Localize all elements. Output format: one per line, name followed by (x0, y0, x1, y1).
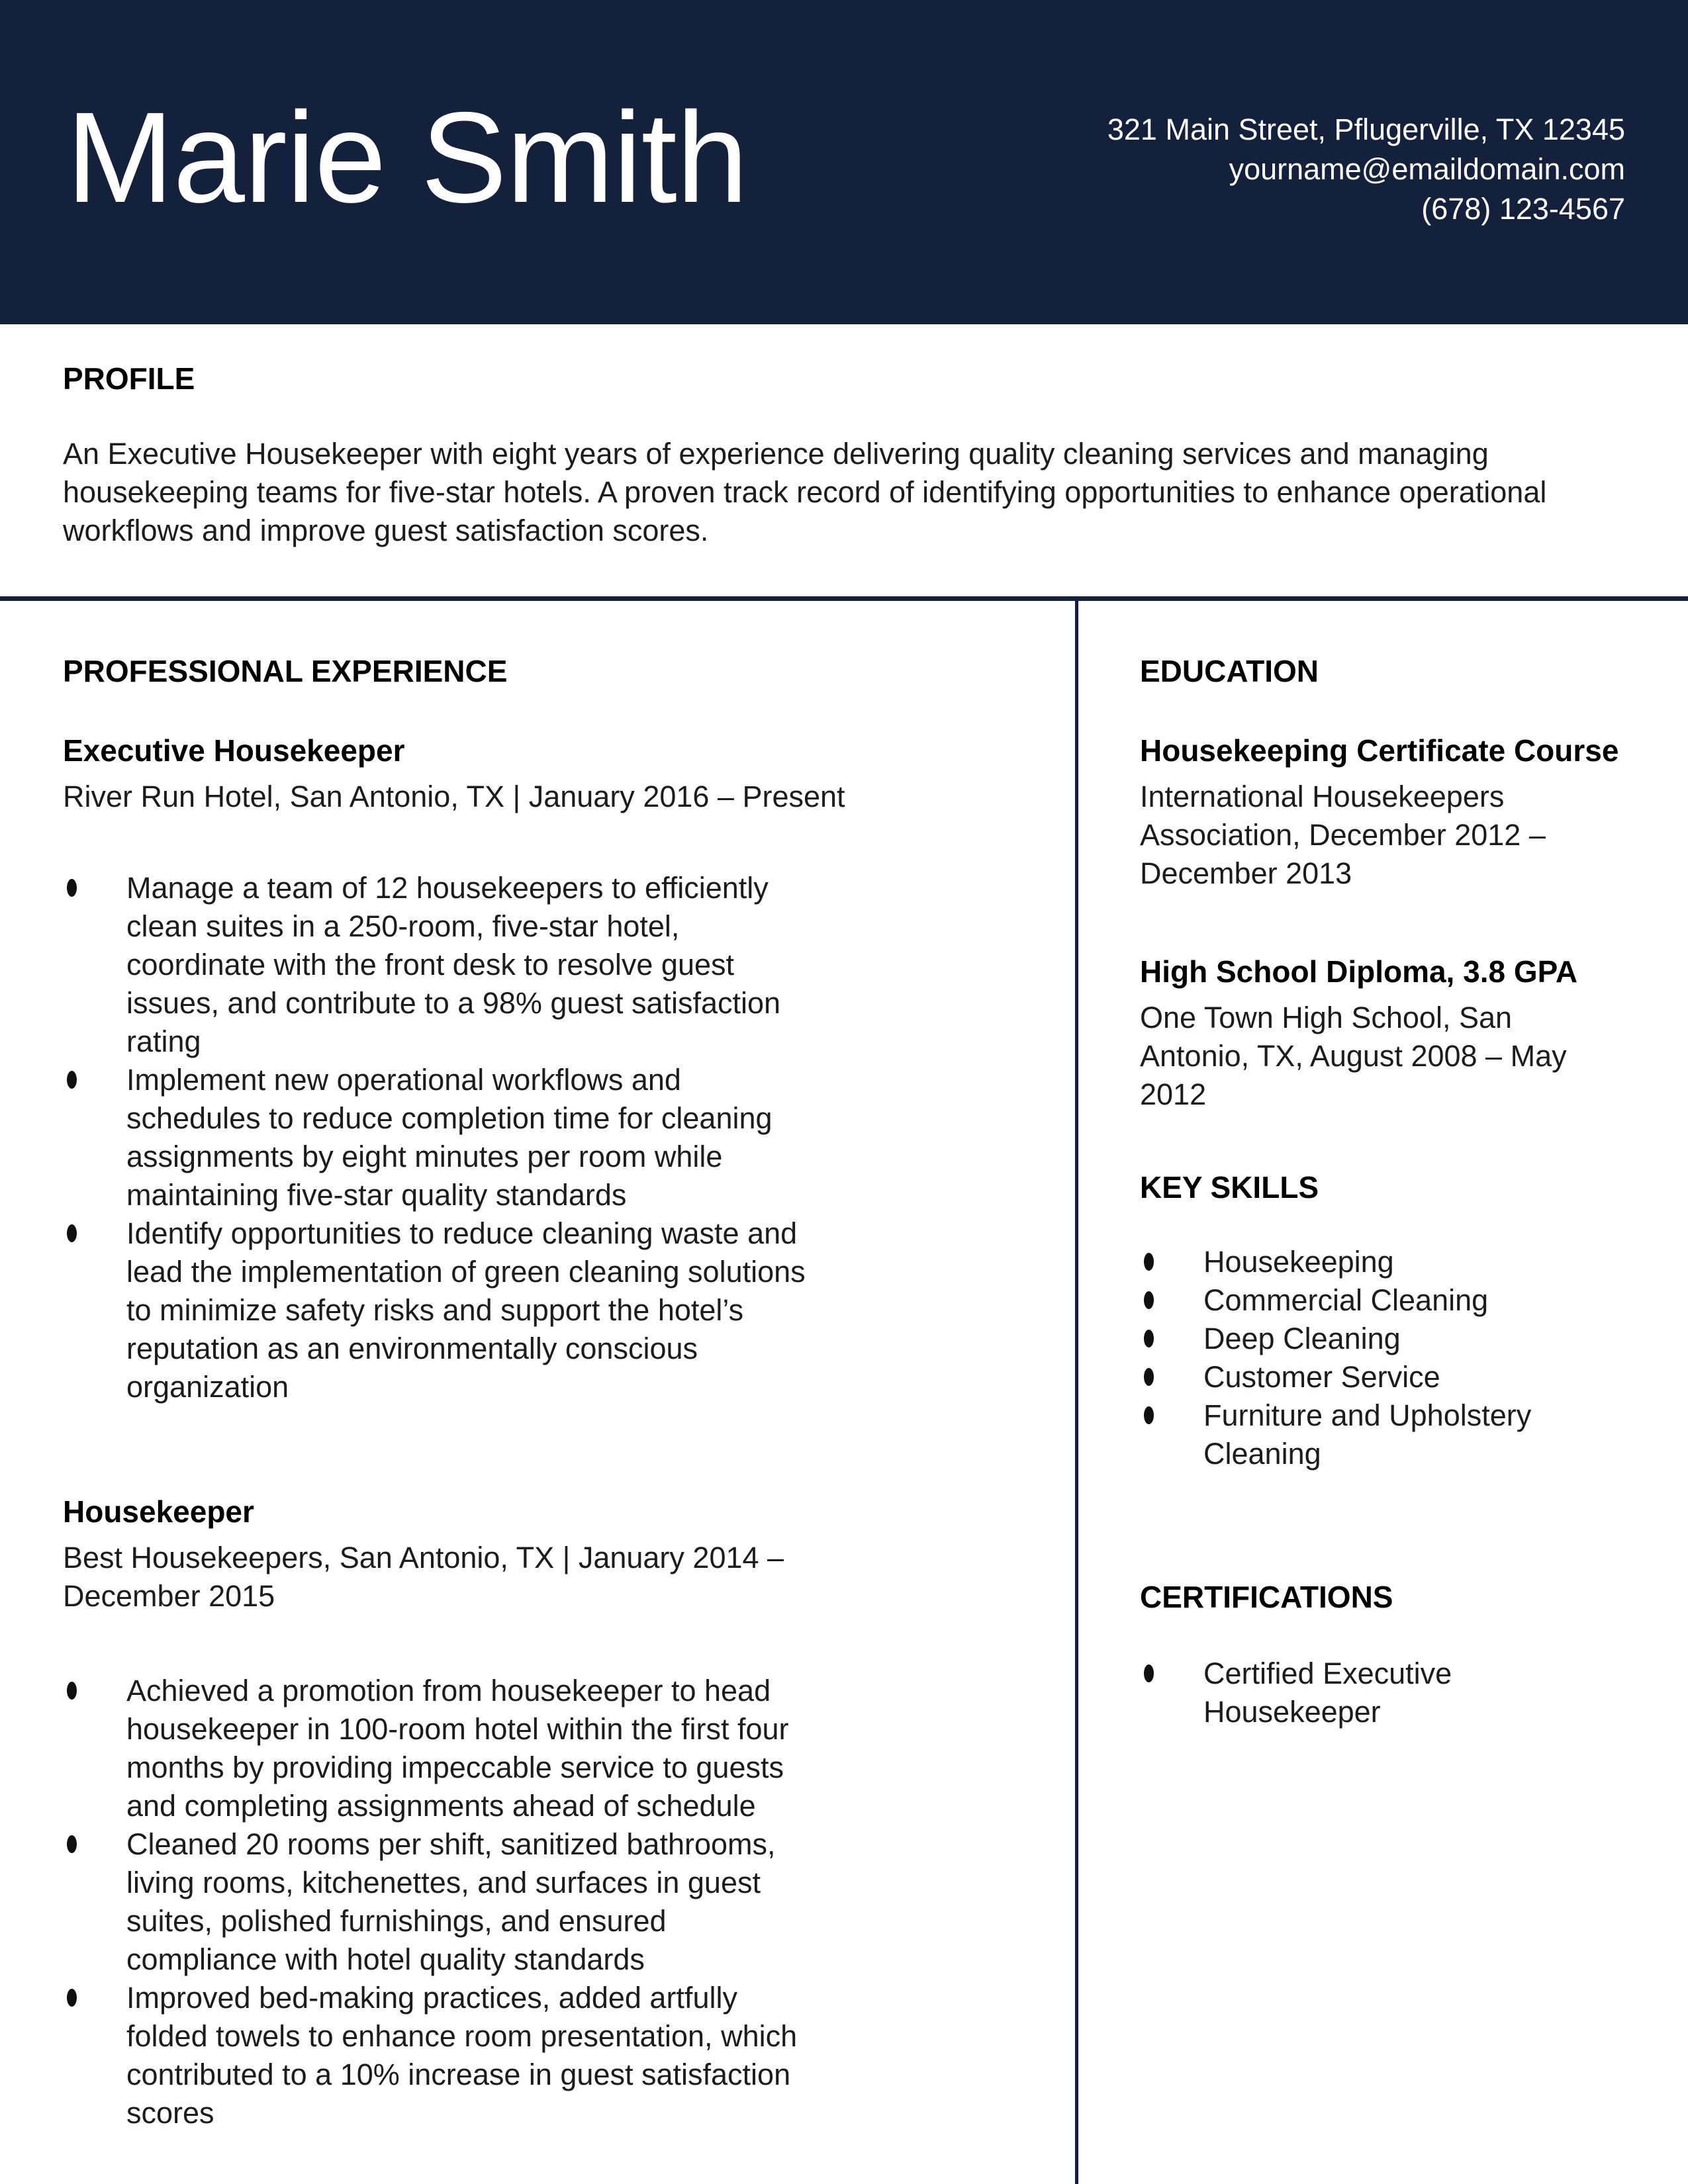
person-name: Marie Smith (66, 85, 748, 230)
education-title: Housekeeping Certificate Course (1140, 733, 1619, 768)
skill-text: Furniture and Upholstery Cleaning (1203, 1398, 1532, 1471)
certifications-heading: CERTIFICATIONS (1140, 1580, 1393, 1614)
skill-text: Customer Service (1203, 1360, 1440, 1394)
job-bullet-list (63, 869, 921, 1406)
contact-address: 321 Main Street, Pflugerville, TX 12345 (1107, 113, 1625, 146)
skill-item (1140, 1243, 1610, 1281)
bullet-icon (1144, 1330, 1154, 1347)
profile-section (63, 359, 1632, 550)
job-bullet-text: Manage a team of 12 housekeepers to efficiently clean suites in a 250-room, five-star hotel, coordinate with the front desk to resolve guest issues, and contribute to a 98% guest satisfaction rating (126, 871, 781, 1058)
education-details: International Housekeepers Association, December 2012 – December 2013 (1140, 780, 1546, 890)
contact-block (1107, 110, 1625, 229)
job-bullet (63, 1825, 818, 1979)
job-bullet (63, 1979, 818, 2132)
job-bullet-text: Improved bed-making practices, added artfully folded towels to enhance room presentation, which contributed to a 10% increase in guest satisfaction scores (126, 1981, 798, 2130)
bullet-icon (67, 1835, 77, 1853)
key-skills-heading: KEY SKILLS (1140, 1170, 1319, 1205)
skill-item (1140, 1320, 1610, 1358)
job-bullet (63, 1061, 818, 1214)
bullet-icon (1144, 1406, 1154, 1424)
experience-column (63, 652, 921, 2132)
job-bullet-text: Achieved a promotion from housekeeper to head housekeeper in 100-room hotel within the first four months by providing impeccable service to guests and completing assignments ahead of schedule (126, 1674, 789, 1823)
education-entry (1140, 952, 1610, 1114)
job-entry (63, 731, 921, 1406)
job-bullet-text: Implement new operational workflows and schedules to reduce completion time for cleaning assignments by eight minutes per room while maintaining five-star quality standards (126, 1063, 773, 1212)
job-bullet-text: Cleaned 20 rooms per shift, sanitized bathrooms, living rooms, kitchenettes, and surfaces in guest suites, polished furnishings, and ensured compliance with hotel quality standards (126, 1827, 776, 1976)
skill-item (1140, 1281, 1610, 1320)
sidebar-column (1140, 652, 1619, 1731)
job-bullet (63, 869, 818, 1061)
profile-text: An Executive Housekeeper with eight years of experience delivering quality cleaning services and managing housekeeping teams for five-star hotels. A proven track record of identifying opportunities to enhance operational workflows and improve guest satisfaction scores. (63, 437, 1547, 547)
education-details: One Town High School, San Antonio, TX, August 2008 – May 2012 (1140, 1001, 1567, 1111)
bullet-icon (67, 1682, 77, 1700)
job-bullet (63, 1214, 818, 1406)
profile-heading: PROFILE (63, 361, 195, 396)
header-band (0, 0, 1688, 324)
bullet-icon (67, 1224, 77, 1242)
bullet-icon (1144, 1253, 1154, 1271)
certification-item (1140, 1655, 1610, 1731)
section-divider-horizontal (0, 596, 1688, 601)
job-meta: Best Housekeepers, San Antonio, TX | January 2014 – December 2015 (63, 1541, 784, 1613)
skill-text: Housekeeping (1203, 1245, 1394, 1279)
skill-item (1140, 1396, 1610, 1473)
bullet-icon (1144, 1368, 1154, 1386)
education-entry (1140, 731, 1619, 893)
education-title: High School Diploma, 3.8 GPA (1140, 954, 1578, 989)
contact-email: yourname@emaildomain.com (1229, 152, 1625, 186)
job-title: Housekeeper (63, 1494, 254, 1529)
job-bullet-text: Identify opportunities to reduce cleaning waste and lead the implementation of green cleaning solutions to minimize safety risks and support the hotel’s reputation as an environmentally conscious organization (126, 1216, 806, 1404)
skills-list (1140, 1243, 1610, 1473)
skill-text: Deep Cleaning (1203, 1322, 1401, 1355)
contact-phone: (678) 123-4567 (1421, 192, 1625, 226)
job-meta: River Run Hotel, San Antonio, TX | January 2016 – Present (63, 780, 845, 813)
job-bullet (63, 1672, 818, 1825)
bullet-icon (67, 879, 77, 897)
job-title: Executive Housekeeper (63, 733, 405, 768)
certifications-list (1140, 1655, 1610, 1731)
experience-heading: PROFESSIONAL EXPERIENCE (63, 654, 508, 688)
skill-item (1140, 1358, 1610, 1396)
column-divider-vertical (1075, 601, 1078, 2184)
bullet-icon (67, 1071, 77, 1089)
job-bullet-list (63, 1672, 921, 2132)
certification-text: Certified Executive Housekeeper (1203, 1657, 1452, 1729)
bullet-icon (1144, 1291, 1154, 1309)
skill-text: Commercial Cleaning (1203, 1283, 1489, 1317)
job-entry (63, 1492, 921, 2132)
bullet-icon (67, 1989, 77, 2007)
bullet-icon (1144, 1664, 1154, 1682)
education-heading: EDUCATION (1140, 654, 1319, 688)
